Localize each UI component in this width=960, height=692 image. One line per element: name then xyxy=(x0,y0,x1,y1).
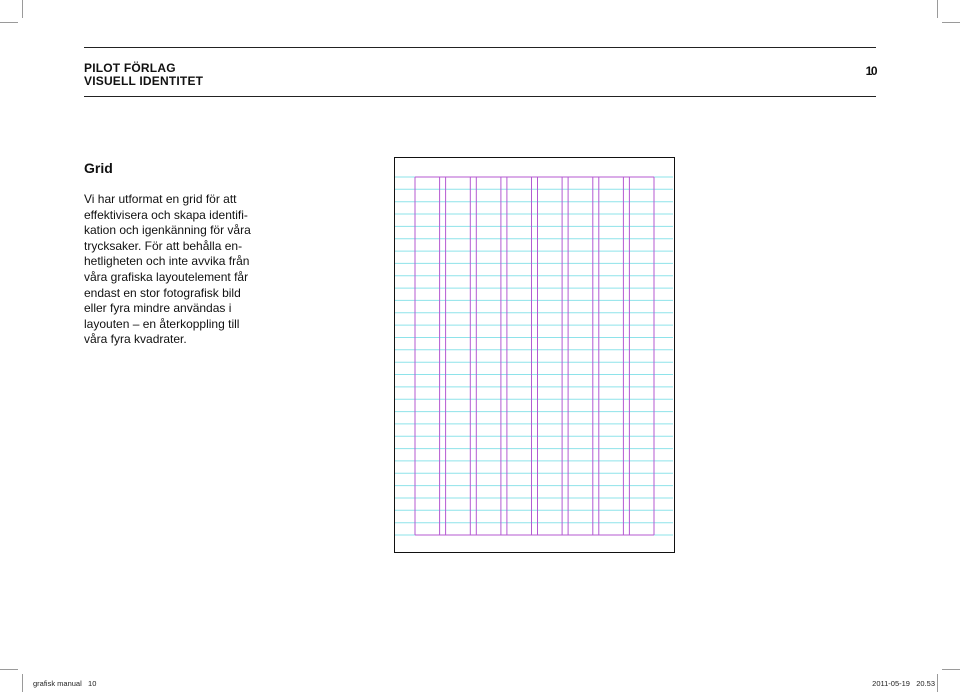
grid-lines-svg xyxy=(395,158,673,551)
header-bottom-rule xyxy=(84,96,876,97)
body-line: våra grafiska layoutelement får xyxy=(84,269,249,284)
body-line: effektivisera och skapa identifi- xyxy=(84,207,248,222)
body-line: Vi har utformat en grid för att xyxy=(84,192,237,206)
body-line: trycksaker. För att behålla en- xyxy=(84,238,243,253)
grid-illustration xyxy=(394,157,675,553)
crop-mark-bottom-left-h xyxy=(0,669,18,670)
body-paragraph xyxy=(84,192,294,348)
body-line: layouten – en återkoppling till xyxy=(84,316,240,331)
crop-mark-bottom-left xyxy=(22,674,23,692)
footer-file-label: grafisk manual 10 xyxy=(33,679,97,688)
crop-mark-bottom-right-h xyxy=(942,669,960,670)
body-line: kation och igenkänning för våra xyxy=(84,223,251,238)
header-publisher: PILOT FÖRLAG xyxy=(84,61,176,75)
body-line: endast en stor fotografisk bild xyxy=(84,285,241,300)
body-line: eller fyra mindre användas i xyxy=(84,301,232,316)
header-top-rule xyxy=(84,47,876,48)
crop-mark-bottom-right xyxy=(937,674,938,692)
section-heading: Grid xyxy=(84,160,113,176)
body-line: hetligheten och inte avvika från xyxy=(84,254,250,269)
crop-mark-top-left xyxy=(22,0,23,18)
body-line: våra fyra kvadrater. xyxy=(84,332,187,347)
footer-timestamp: 2011-05-19 20.53 xyxy=(872,679,935,688)
header-subtitle: VISUELL IDENTITET xyxy=(84,74,204,88)
crop-mark-top-right-h xyxy=(942,22,960,23)
crop-mark-top-right xyxy=(937,0,938,18)
page-number: 10 xyxy=(865,64,876,78)
crop-mark-top-left-h xyxy=(0,22,18,23)
